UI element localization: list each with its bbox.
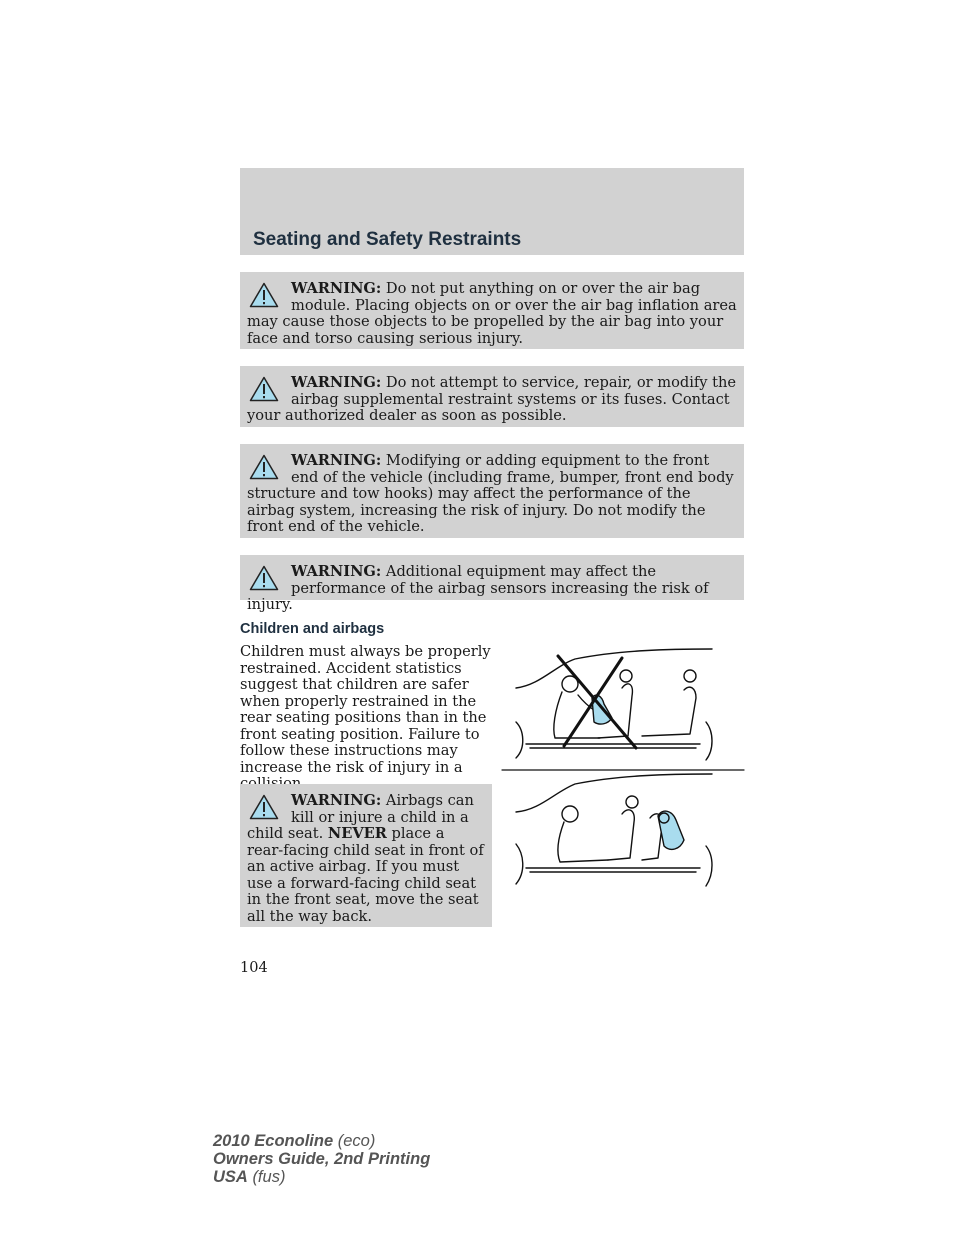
car-front-seat-illustration [516,649,712,760]
warning-text: Modifying or adding equipment to the front end of the vehicle (including frame, bumper, front end body structure and tow hooks) may affect the performance of the airbag system, increasing the risk of injury. Do not modify the front end of the vehicle. [247,452,734,535]
warning-text: Do not put anything on or over the air bag module. Placing objects on or over the air bag inflation area may cause those objects to be propelled by the air bag into your face and torso causing serious injury. [247,280,737,347]
warning-label: WARNING: [291,563,382,580]
footer-line [213,1150,430,1168]
section-header-band [240,168,744,255]
section-subheading: Children and airbags [240,621,385,637]
warning-box [240,555,744,613]
never-emphasis: NEVER [327,825,387,842]
car-rear-seat-illustration [516,774,712,886]
warning-text: Do not attempt to service, repair, or modify the airbag supplemental restraint systems or its fuses. Contact your authorized dealer as soon as possible. [247,374,737,424]
warning-triangle-icon [249,454,279,480]
warning-triangle-icon [249,794,279,820]
footer-line [213,1132,430,1150]
footer-region: USA [213,1168,248,1186]
warning-label: WARNING: [291,280,382,297]
child-seat-warning-box [240,784,492,927]
section-paragraph: Children must always be properly restrained. Accident statistics suggest that children are safer when properly restrained in the rear seating positions than in the front seating position. Failure to follow these instructions may increase the risk of injury in a [240,643,491,776]
warning-triangle-icon [249,282,279,308]
warning-label: WARNING: [291,374,382,391]
child-seat-placement-illustration [500,640,746,892]
warning-triangle-icon [249,565,279,591]
warning-text: place a rear-facing child seat in front of an active airbag. If you must use a forward-facing child seat in the front seat, move the seat all the way back. [247,825,484,925]
footer-edition: Owners Guide, 2nd Printing [213,1150,431,1168]
warning-box [240,366,744,427]
warning-box [240,444,744,538]
footer-model-code: (eco) [337,1132,376,1150]
warning-label: WARNING: [291,792,382,809]
warning-triangle-icon [249,376,279,402]
footer-model: 2010 Econoline [213,1132,334,1150]
warning-text: Additional equipment may affect the performance of the airbag sensors increasing the risk of injury. [247,563,709,613]
warning-text: Airbags can kill or injure a child in a child seat. [247,792,474,842]
footer-region-code: (fus) [252,1168,286,1186]
footer-line [213,1168,430,1186]
page-number: 104 [240,960,268,976]
document-footer [213,1132,430,1186]
warning-label: WARNING: [291,452,382,469]
page-title: Seating and Safety Restraints [253,229,522,250]
warning-box [240,272,744,349]
